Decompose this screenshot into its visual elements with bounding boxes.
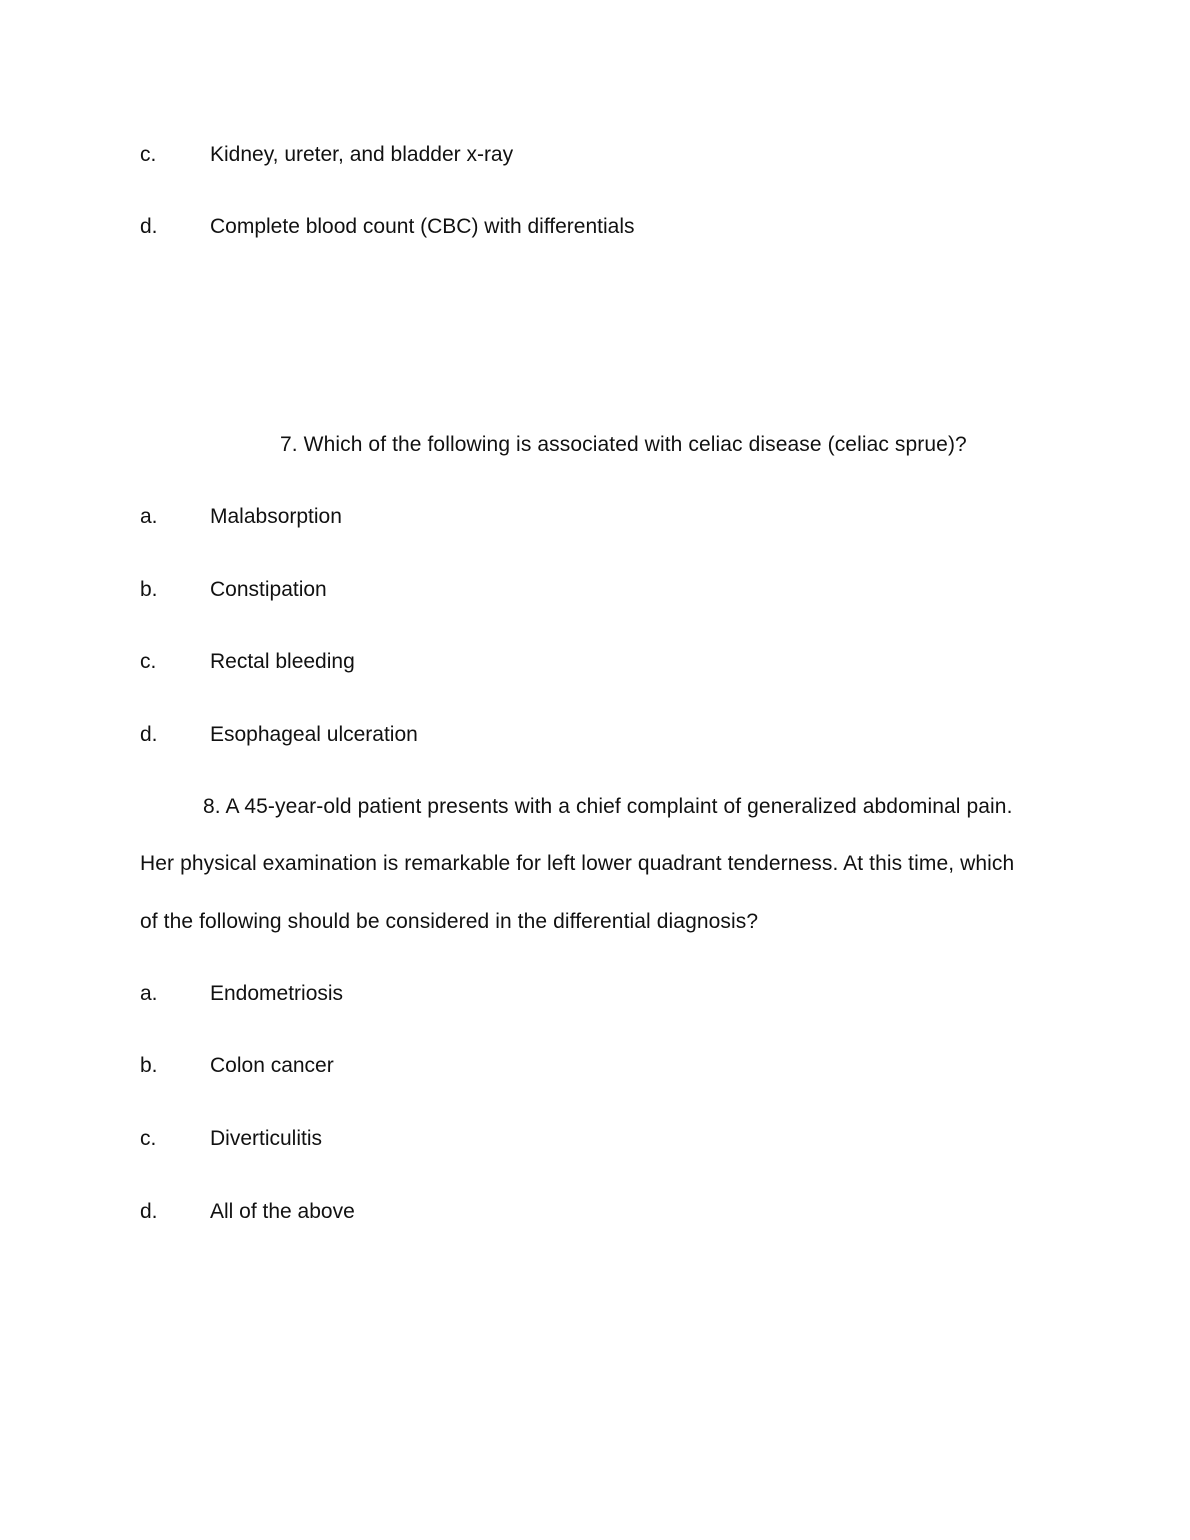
option-letter: c. bbox=[140, 1127, 157, 1150]
option-letter: a. bbox=[140, 505, 158, 528]
question-8-stem-line: 8. A 45-year-old patient presents with a chief complaint of generalized abdominal pain. bbox=[203, 795, 1013, 818]
option-text: Kidney, ureter, and bladder x-ray bbox=[210, 143, 514, 166]
option-letter: c. bbox=[140, 143, 157, 166]
option-text: Complete blood count (CBC) with differentials bbox=[210, 215, 635, 238]
option-text: Constipation bbox=[210, 578, 327, 601]
option-letter: a. bbox=[140, 982, 158, 1005]
question-7-stem: 7. Which of the following is associated with celiac disease (celiac sprue)? bbox=[280, 433, 967, 456]
option-text: Malabsorption bbox=[210, 505, 342, 528]
option-letter: b. bbox=[140, 578, 158, 601]
option-text: All of the above bbox=[210, 1200, 355, 1223]
option-text: Rectal bleeding bbox=[210, 650, 355, 673]
option-letter: c. bbox=[140, 650, 157, 673]
option-letter: d. bbox=[140, 723, 158, 746]
question-8-stem-line: of the following should be considered in the differential diagnosis? bbox=[140, 910, 759, 933]
option-text: Diverticulitis bbox=[210, 1127, 323, 1150]
option-text: Esophageal ulceration bbox=[210, 723, 418, 746]
question-8-stem-line: Her physical examination is remarkable for left lower quadrant tenderness. At this time, which bbox=[140, 852, 1015, 875]
option-letter: d. bbox=[140, 1200, 158, 1223]
option-text: Endometriosis bbox=[210, 982, 344, 1005]
option-letter: d. bbox=[140, 215, 158, 238]
option-text: Colon cancer bbox=[210, 1054, 334, 1077]
option-letter: b. bbox=[140, 1054, 158, 1077]
